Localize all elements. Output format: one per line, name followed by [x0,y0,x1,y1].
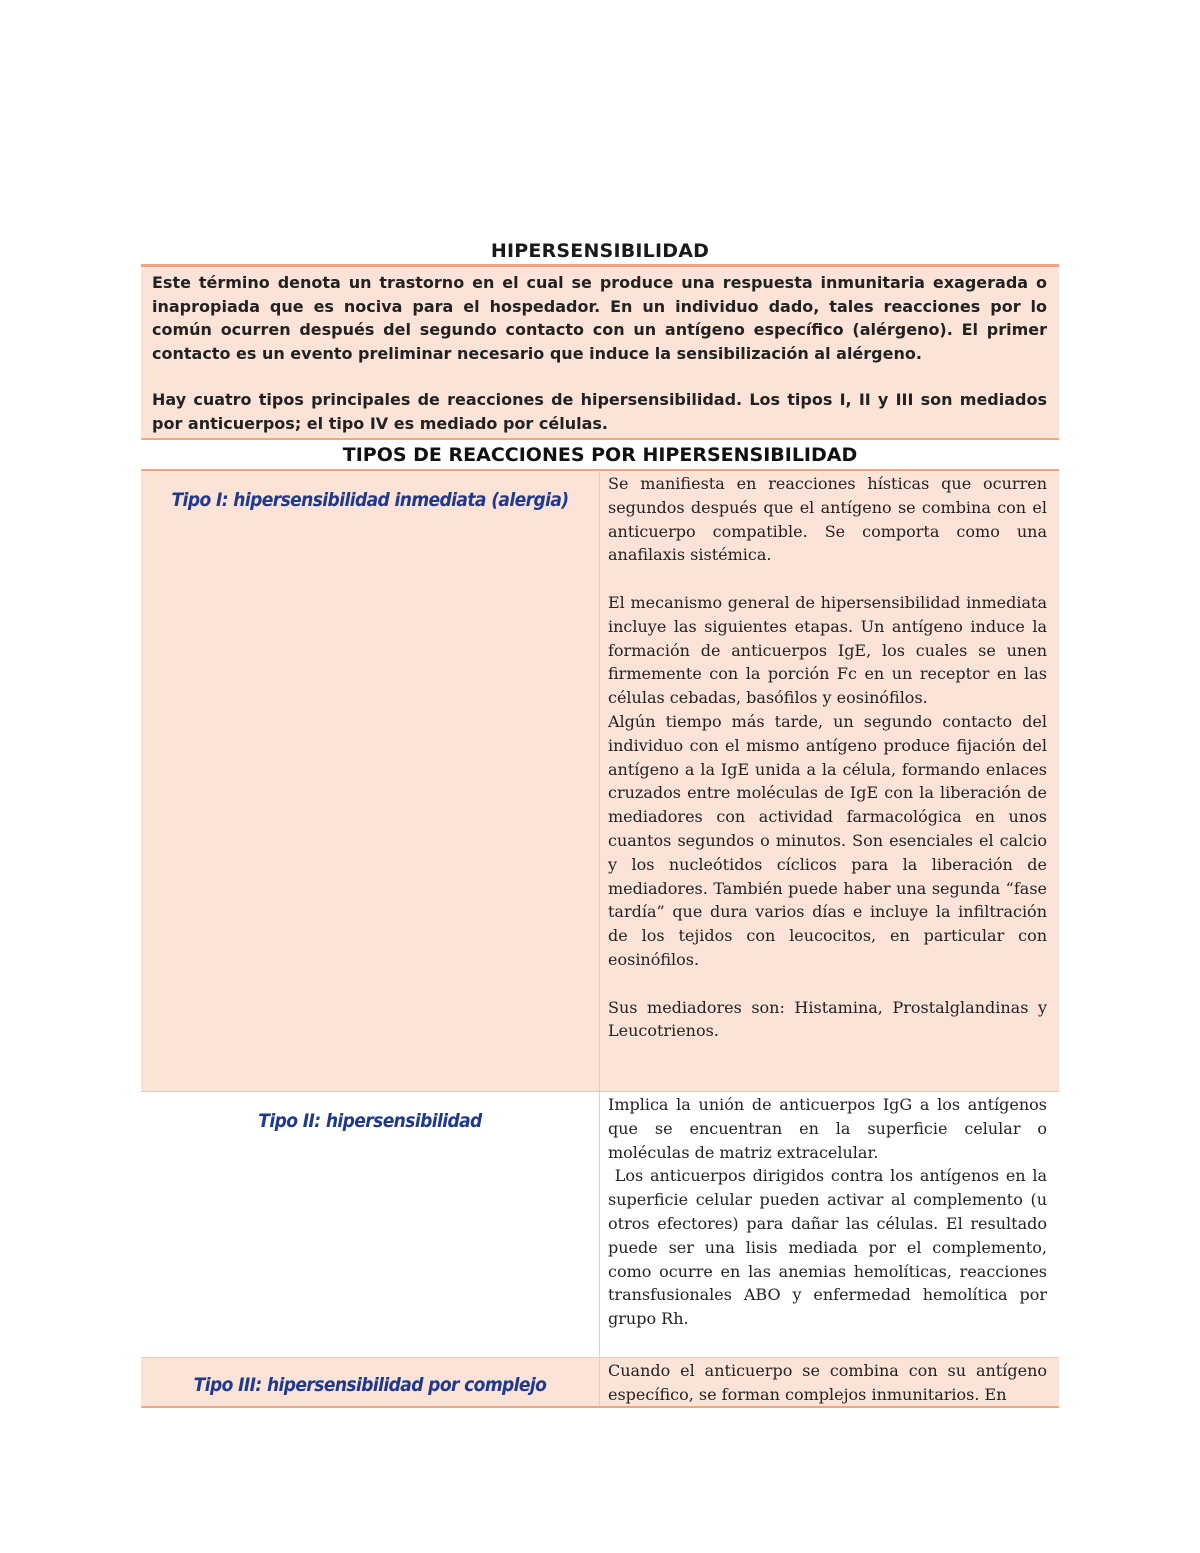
intro-paragraph-2: Hay cuatro tipos principales de reacciones de hipersensibilidad. Los tipos I, II y III son mediados por anticuerpos; el tipo IV es mediado por células. [152,390,1047,433]
table-row-type-3 [141,1358,1059,1408]
intro-box [141,267,1059,440]
type-1-paragraph-3: Algún tiempo más tarde, un segundo contacto del individuo con el mismo antígeno produce fijación del antígeno a la IgE unida a la célula, formando enlaces cruzados entre moléculas de IgE con la liberación de mediadores con actividad farmacológica en unos cuantos segundos o minutos. Son esenciales el calcio y los nucleótidos cíclicos para la liberación de mediadores. También puede haber una segunda “fase tardía” que dura varios días e incluye la infiltración de los tejidos con leucocitos, en particular con eosinófilos. [608,711,1047,969]
table-row-type-2 [141,1092,1059,1358]
type-3-name: Tipo III: hipersensibilidad por complejo [141,1358,600,1406]
intro-paragraph-1: Este término denota un trastorno en el cual se produce una respuesta inmunitaria exagerada o inapropiada que es nociva para el hospedador. En un individuo dado, tales reacciones por lo común ocurren después del segundo contacto con un antígeno específico (alérgeno). El primer contacto es un evento preliminar necesario que induce la sensibilización al alérgeno. [152,273,1047,363]
type-2-name: Tipo II: hipersensibilidad [141,1092,600,1357]
type-2-description [600,1092,1059,1357]
type-1-name: Tipo I: hipersensibilidad inmediata (alergia) [141,471,600,1091]
document-page [141,236,1059,1408]
type-3-paragraph-1: Cuando el anticuerpo se combina con su antígeno específico, se forman complejos inmunitarios. En [608,1361,1047,1404]
document-title: HIPERSENSIBILIDAD [141,236,1059,267]
type-2-paragraph-1: Implica la unión de anticuerpos IgG a los antígenos que se encuentran en la superficie celular o moléculas de matriz extracelular. [608,1095,1047,1162]
type-1-paragraph-1: Se manifiesta en reacciones hísticas que ocurren segundos después que el antígeno se combina con el anticuerpo compatible. Se comporta como una anafilaxis sistémica. [608,474,1047,565]
type-3-description [600,1358,1059,1406]
type-2-paragraph-2: Los anticuerpos dirigidos contra los antígenos en la superficie celular pueden activar al complemento (u otros efectores) para dañar las células. El resultado puede ser una lisis mediada por el complemento, como ocurre en las anemias hemolíticas, reacciones transfusionales ABO y enfermedad hemolítica por grupo Rh. [608,1166,1053,1329]
type-1-paragraph-4: Sus mediadores son: Histamina, Prostalglandinas y Leucotrienos. [608,997,1047,1041]
type-1-paragraph-2: El mecanismo general de hipersensibilidad inmediata incluye las siguientes etapas. Un antígeno induce la formación de anticuerpos IgE, los cuales se unen firmemente con la porción Fc en un receptor en las células cebadas, basófilos y eosinófilos. [608,592,1047,708]
type-1-description [600,471,1059,1091]
section-title: TIPOS DE REACCIONES POR HIPERSENSIBILIDAD [141,440,1059,471]
table-row-type-1 [141,471,1059,1092]
